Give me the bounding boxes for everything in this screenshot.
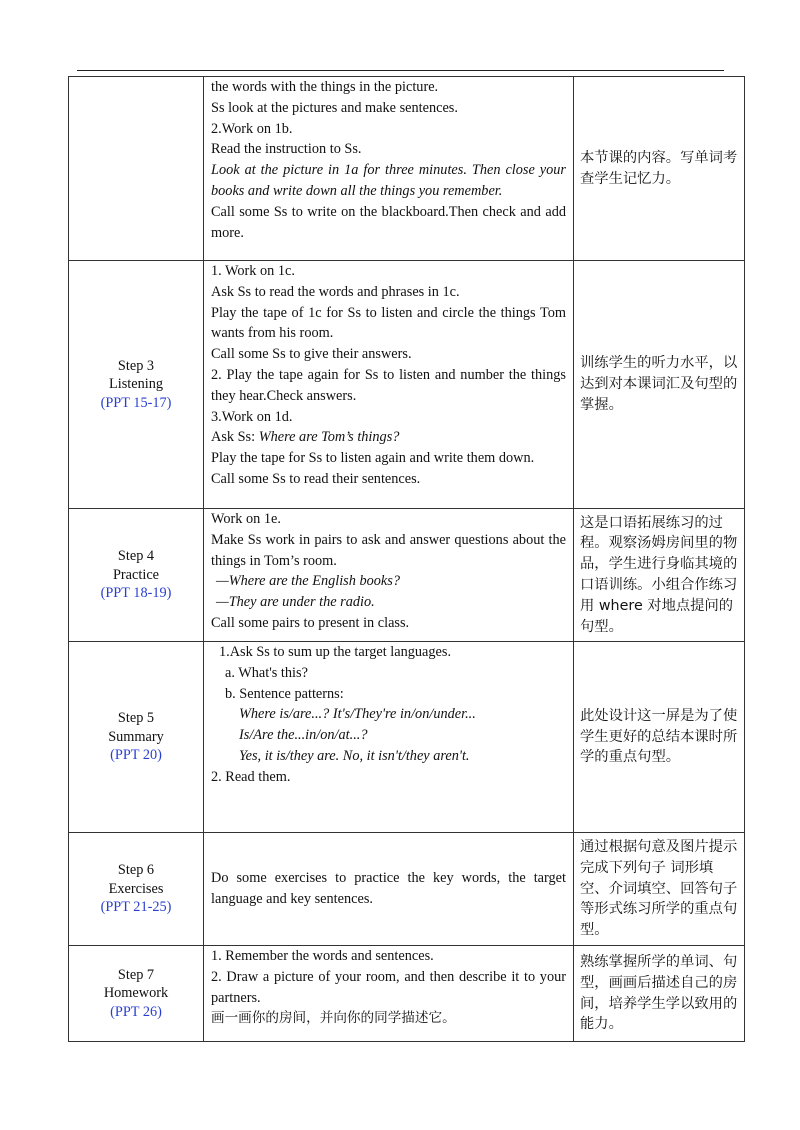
- activity-line: [211, 448, 566, 469]
- step-row: [69, 509, 745, 642]
- activity-text: 1. Remember the words and sentences.: [211, 948, 434, 964]
- header-rule: [77, 70, 724, 71]
- activity-text: Where is/are...? It's/They're in/on/under...: [239, 706, 476, 723]
- activity-cell: [204, 946, 574, 1042]
- design-note: 本节课的内容。写单词考查学生记忆力。: [580, 149, 738, 187]
- activity-text: 2. Read them.: [211, 768, 291, 785]
- activity-text: Ss look at the pictures and make sentences.: [211, 99, 458, 116]
- activity-line: [211, 868, 566, 910]
- activity-line: [211, 704, 566, 725]
- step-cell: [69, 833, 204, 946]
- design-note-cell: [574, 77, 745, 261]
- activity-text: 画一画你的房间，并向你的同学描述它。: [211, 1010, 456, 1027]
- design-note: 训练学生的听力水平，以达到对本课词汇及句型的掌握。: [580, 355, 738, 413]
- step-cell: [69, 642, 204, 833]
- activity-line: [211, 1008, 566, 1029]
- activity-text: 1.Ask Ss to sum up the target languages.: [219, 644, 452, 660]
- activity-line: [211, 139, 566, 160]
- activity-text: 1. Work on 1c.: [211, 263, 295, 279]
- step-row: [69, 77, 745, 261]
- activity-line: [211, 282, 566, 303]
- ppt-ref: (PPT 15-17): [100, 394, 172, 411]
- activity-line: [211, 746, 566, 767]
- activity-line: [211, 967, 566, 1009]
- activity-line: [211, 946, 566, 967]
- step-row: [69, 261, 745, 509]
- activity-text: 2. Draw a picture of your room, and then describe it to your partners.: [211, 968, 566, 1006]
- activity-text: Call some Ss to give their answers.: [211, 346, 412, 363]
- step-label: Step 3: [117, 357, 155, 374]
- activity-line: [211, 530, 566, 572]
- activity-cell: [204, 261, 574, 509]
- step-name: Homework: [103, 985, 169, 1002]
- activity-line: [211, 613, 566, 634]
- ppt-ref: (PPT 21-25): [100, 899, 172, 916]
- activity-line: [211, 160, 566, 202]
- activity-line: [211, 261, 566, 282]
- activity-line: [211, 303, 566, 345]
- activity-text: Ask Ss:: [211, 429, 256, 446]
- ppt-ref: (PPT 20): [110, 747, 162, 764]
- activity-line: [211, 407, 566, 428]
- activity-text: Call some pairs to present in class.: [211, 614, 410, 631]
- activity-text: Ask Ss to read the words and phrases in 1c.: [211, 283, 460, 300]
- activity-line: [211, 592, 566, 613]
- activity-line: [211, 77, 566, 98]
- design-note-cell: [574, 261, 745, 509]
- activity-text: 3.Work on 1d.: [211, 408, 293, 425]
- step-cell: [69, 946, 204, 1042]
- design-note-cell: [574, 833, 745, 946]
- activity-line: [211, 469, 566, 490]
- activity-line: [211, 571, 566, 592]
- activity-line: [211, 684, 566, 705]
- activity-line: [211, 344, 566, 365]
- lesson-plan-table: [68, 76, 745, 1042]
- activity-text: Do some exercises to practice the key words, the target language and key sentences.: [211, 870, 566, 907]
- activity-line: [211, 725, 566, 746]
- design-note-cell: [574, 946, 745, 1042]
- activity-text: 2. Play the tape again for Ss to listen and number the things they hear.Check answers.: [211, 366, 566, 404]
- activity-text: Play the tape for Ss to listen again and write them down.: [211, 450, 535, 467]
- design-note: 熟练掌握所学的单词、句型，画画后描述自己的房间，培养学生学以致用的能力。: [580, 953, 738, 1033]
- activity-text: the words with the things in the picture.: [211, 79, 439, 95]
- design-note: 通过根据句意及图片提示完成下列句子 词形填空、介词填空、回答句子等形式练习所学的重点句型。: [580, 839, 738, 939]
- activity-text: 2.Work on 1b.: [211, 120, 293, 137]
- ppt-ref: (PPT 18-19): [100, 585, 172, 602]
- activity-cell: [204, 833, 574, 946]
- activity-line: [211, 509, 566, 530]
- design-note: 此处设计这一屏是为了使学生更好的总结本课时所学的重点句型。: [580, 707, 738, 766]
- design-note-cell: [574, 642, 745, 833]
- step-row: [69, 946, 745, 1042]
- activity-line: [211, 427, 566, 448]
- step-name: Practice: [112, 566, 160, 583]
- activity-line: [211, 98, 566, 119]
- activity-line: [211, 663, 566, 684]
- step-label: Step 5: [117, 710, 155, 727]
- activity-line: [211, 767, 566, 788]
- activity-line: [211, 642, 566, 663]
- activity-cell: [204, 77, 574, 261]
- step-name: Exercises: [108, 880, 164, 897]
- step-name: Summary: [108, 728, 164, 745]
- activity-text: —Where are the English books?: [216, 573, 400, 590]
- activity-text: Play the tape of 1c for Ss to listen and circle the things Tom wants from his room.: [211, 304, 566, 342]
- activity-text: —They are under the radio.: [216, 594, 375, 611]
- activity-cell: [204, 642, 574, 833]
- step-label: Step 6: [117, 862, 155, 879]
- activity-text: b. Sentence patterns:: [225, 685, 344, 702]
- activity-text: Yes, it is/they are. No, it isn't/they aren't.: [239, 747, 470, 764]
- activity-line: [211, 365, 566, 407]
- design-note: 这是口语拓展练习的过程。观察汤姆房间里的物品，学生进行身临其境的口语训练。小组合作练习用 where 对地点提问的句型。: [580, 514, 738, 635]
- step-row: [69, 833, 745, 946]
- ppt-ref: (PPT 26): [110, 1003, 162, 1020]
- activity-text: a. What's this?: [225, 664, 308, 681]
- activity-line: [211, 119, 566, 140]
- activity-cell: [204, 509, 574, 642]
- activity-text: Work on 1e.: [211, 511, 281, 527]
- activity-line: [211, 202, 566, 244]
- activity-text: Make Ss work in pairs to ask and answer questions about the things in Tom’s room.: [211, 531, 566, 569]
- step-cell: [69, 77, 204, 261]
- activity-text: Read the instruction to Ss.: [211, 141, 362, 158]
- activity-question: Where are Tom’s things?: [258, 429, 400, 446]
- step-row: [69, 642, 745, 833]
- activity-text: Look at the picture in 1a for three minutes. Then close your books and write down all the things you remember.: [211, 162, 566, 199]
- step-cell: [69, 261, 204, 509]
- step-label: Step 4: [117, 548, 155, 565]
- step-label: Step 7: [117, 966, 155, 983]
- activity-text: Is/Are the...in/on/at...?: [239, 727, 368, 744]
- activity-text: Call some Ss to write on the blackboard.Then check and add more.: [211, 203, 566, 241]
- design-note-cell: [574, 509, 745, 642]
- activity-text: Call some Ss to read their sentences.: [211, 470, 421, 487]
- step-name: Listening: [108, 376, 163, 393]
- step-cell: [69, 509, 204, 642]
